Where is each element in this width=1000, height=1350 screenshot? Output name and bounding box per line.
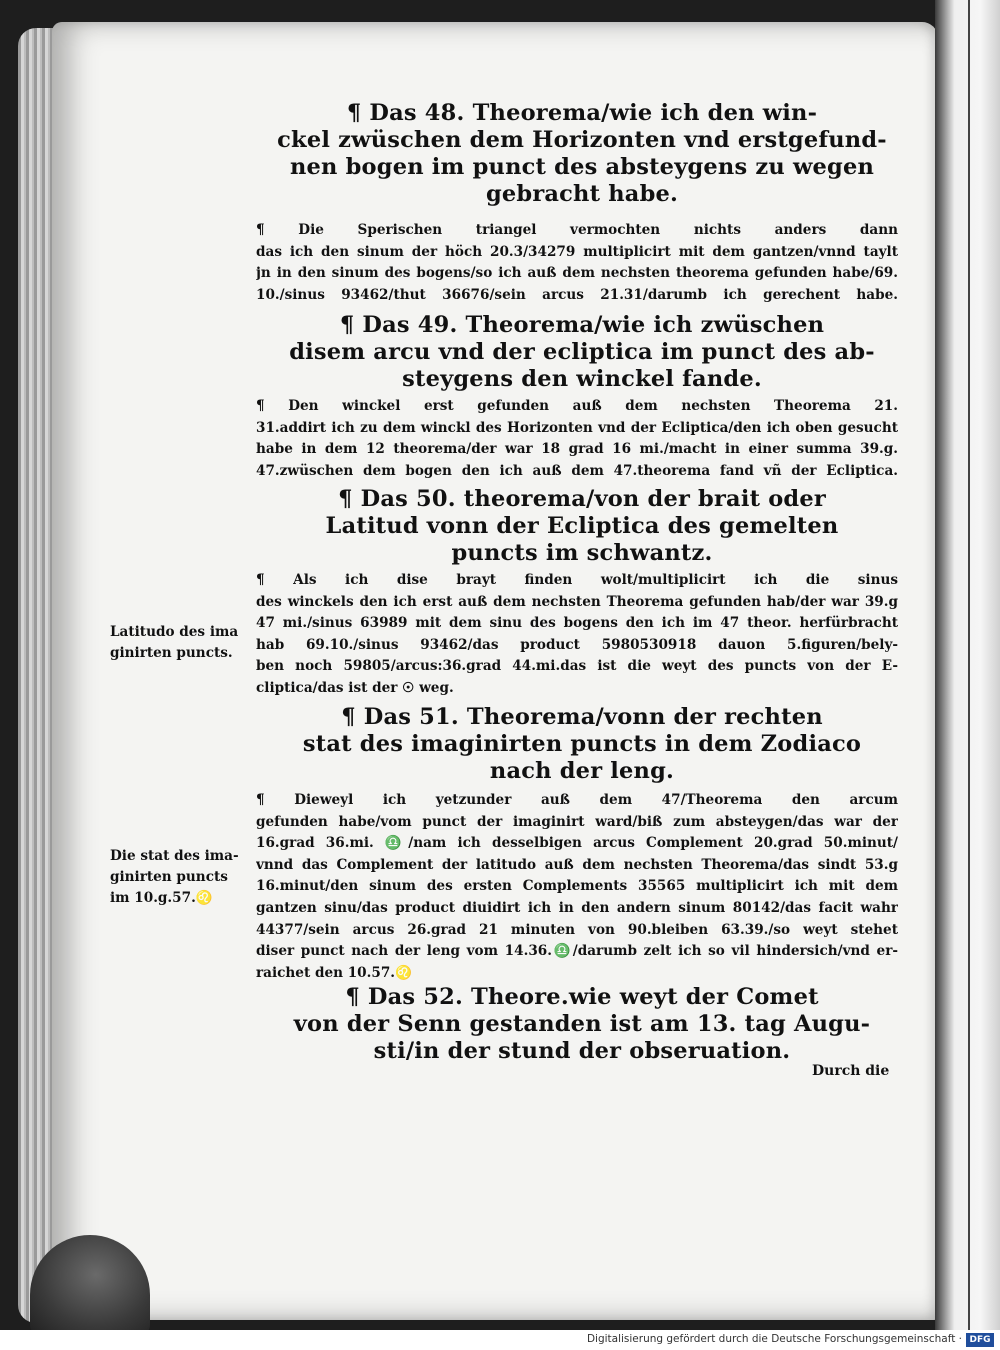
body-line: 47 mi./sinus 63989 mit dem sinu des bogens den ich im 47 theor. herfürbracht bbox=[256, 615, 898, 632]
heading-line: von der Senn gestanden ist am 13. tag Augu- bbox=[293, 1011, 871, 1037]
theorem-52-heading bbox=[262, 984, 902, 1065]
heading-line: ¶ Das 51. Theorema/vonn der rechten bbox=[341, 704, 823, 730]
heading-line: gebracht habe. bbox=[485, 181, 679, 207]
heading-line: disem arcu vnd der ecliptica im punct des ab- bbox=[289, 339, 875, 365]
body-line: gefunden habe/vom punct der imaginirt ward/biß zum absteygen/das war der bbox=[256, 813, 898, 830]
body-line: 31.addirt ich zu dem winckl des Horizonten vnd der Ecliptica/den ich oben gesucht bbox=[256, 419, 898, 436]
body-line: 47.zwüschen dem bogen den ich auß dem 47.theorema fand vñ der Ecliptica. bbox=[256, 462, 898, 479]
heading-line: ¶ Das 49. Theorema/wie ich zwüschen bbox=[339, 312, 825, 338]
theorem-50-heading bbox=[262, 486, 902, 567]
body-line: diser punct nach der leng vom 14.36.♎/darumb zelt ich so vil hindersich/vnd er- bbox=[256, 943, 898, 960]
heading-line: ckel zwüschen dem Horizonten vnd erstgefund- bbox=[277, 127, 887, 153]
margin-note-line: Latitudo des ima bbox=[110, 624, 239, 640]
theorem-48-heading bbox=[262, 100, 902, 208]
body-line: 16.grad 36.mi. ♎/nam ich desselbigen arcus Complement 20.grad 50.minut/ bbox=[256, 835, 898, 852]
body-line: raichet den 10.57.♌ bbox=[256, 964, 412, 981]
margin-note-stat bbox=[110, 846, 250, 909]
body-line: ¶ Dieweyl ich yetzunder auß dem 47/Theorema den arcum bbox=[256, 792, 898, 808]
body-line: cliptica/das ist der ☉ weg. bbox=[256, 679, 454, 696]
body-line: des winckels den ich erst auß dem nechsten Theorema gefunden hab/der war 39.g bbox=[256, 593, 898, 610]
heading-line: stat des imaginirten puncts in dem Zodiaco bbox=[302, 731, 862, 757]
body-line: vnnd das Complement der latitudo auß dem nechsten Theorema/das sindt 53.g bbox=[256, 856, 898, 873]
body-line: ¶ Die Sperischen triangel vermochten nichts anders dann bbox=[256, 222, 898, 238]
heading-line: ¶ Das 50. theorema/von der brait oder bbox=[338, 486, 826, 512]
margin-note-line: ginirten puncts. bbox=[110, 645, 233, 661]
body-line: das ich den sinum der höch 20.3/34279 multiplicirt mit dem gantzen/vnnd taylt bbox=[256, 243, 898, 260]
catchword: Durch die bbox=[812, 1063, 890, 1079]
heading-line: nen bogen im punct des absteygens zu wegen bbox=[289, 154, 875, 180]
heading-line: steygens den winckel fande. bbox=[402, 366, 762, 392]
heading-line: sti/in der stund der obseruation. bbox=[373, 1038, 791, 1064]
theorem-49-heading bbox=[262, 312, 902, 393]
heading-line: nach der leng. bbox=[489, 758, 675, 784]
body-line: 44377/sein arcus 26.grad 21 minuten von 90.bleiben 63.39./so weyt stehet bbox=[256, 921, 898, 938]
dfg-logo: DFG bbox=[966, 1333, 994, 1347]
body-line: ¶ Den winckel erst gefunden auß dem nechsten Theorema 21. bbox=[256, 398, 898, 414]
body-line: 16.minut/den sinum des ersten Complements 35565 multiplicirt ich mit dem bbox=[256, 878, 898, 895]
heading-line: Latitud vonn der Ecliptica des gemelten bbox=[325, 513, 839, 539]
body-line: 10./sinus 93462/thut 36676/sein arcus 21.31/darumb ich gerechent habe. bbox=[256, 286, 898, 303]
body-line: hab 69.10./sinus 93462/das product 5980530918 dauon 5.figuren/bely- bbox=[256, 636, 898, 653]
margin-note-latitudo bbox=[110, 622, 250, 664]
dfg-credit-text: Digitalisierung gefördert durch die Deutsche Forschungsgemeinschaft · bbox=[586, 1333, 962, 1345]
theorem-49-body bbox=[256, 396, 898, 482]
body-line: ¶ Als ich dise brayt finden wolt/multiplicirt ich die sinus bbox=[256, 572, 898, 588]
page-gutter-line bbox=[968, 0, 970, 1330]
theorem-51-heading bbox=[262, 704, 902, 785]
theorem-50-body bbox=[256, 570, 898, 700]
theorem-48-body bbox=[256, 220, 898, 306]
heading-line: puncts im schwantz. bbox=[451, 540, 713, 566]
theorem-51-body bbox=[256, 790, 898, 984]
heading-line: ¶ Das 52. Theore.wie weyt der Comet bbox=[345, 984, 819, 1010]
body-line: ben noch 59805/arcus:36.grad 44.mi.das ist die weyt des puncts von der E- bbox=[256, 658, 898, 675]
margin-note-line: ginirten puncts bbox=[110, 869, 228, 885]
body-line: habe in dem 12 theorema/der war 18 grad 16 mi./macht in einer summa 39.g. bbox=[256, 441, 898, 458]
heading-line: ¶ Das 48. Theorema/wie ich den win- bbox=[346, 100, 818, 126]
body-line: gantzen sinu/das product diuidirt ich in den andern sinum 80142/das facit wahr bbox=[256, 899, 898, 916]
body-line: jn in den sinum des bogens/so ich auß dem nechsten theorema gefunden habe/69. bbox=[256, 265, 898, 282]
margin-note-line: im 10.g.57.♌ bbox=[110, 890, 213, 906]
margin-note-line: Die stat des ima- bbox=[110, 848, 239, 864]
